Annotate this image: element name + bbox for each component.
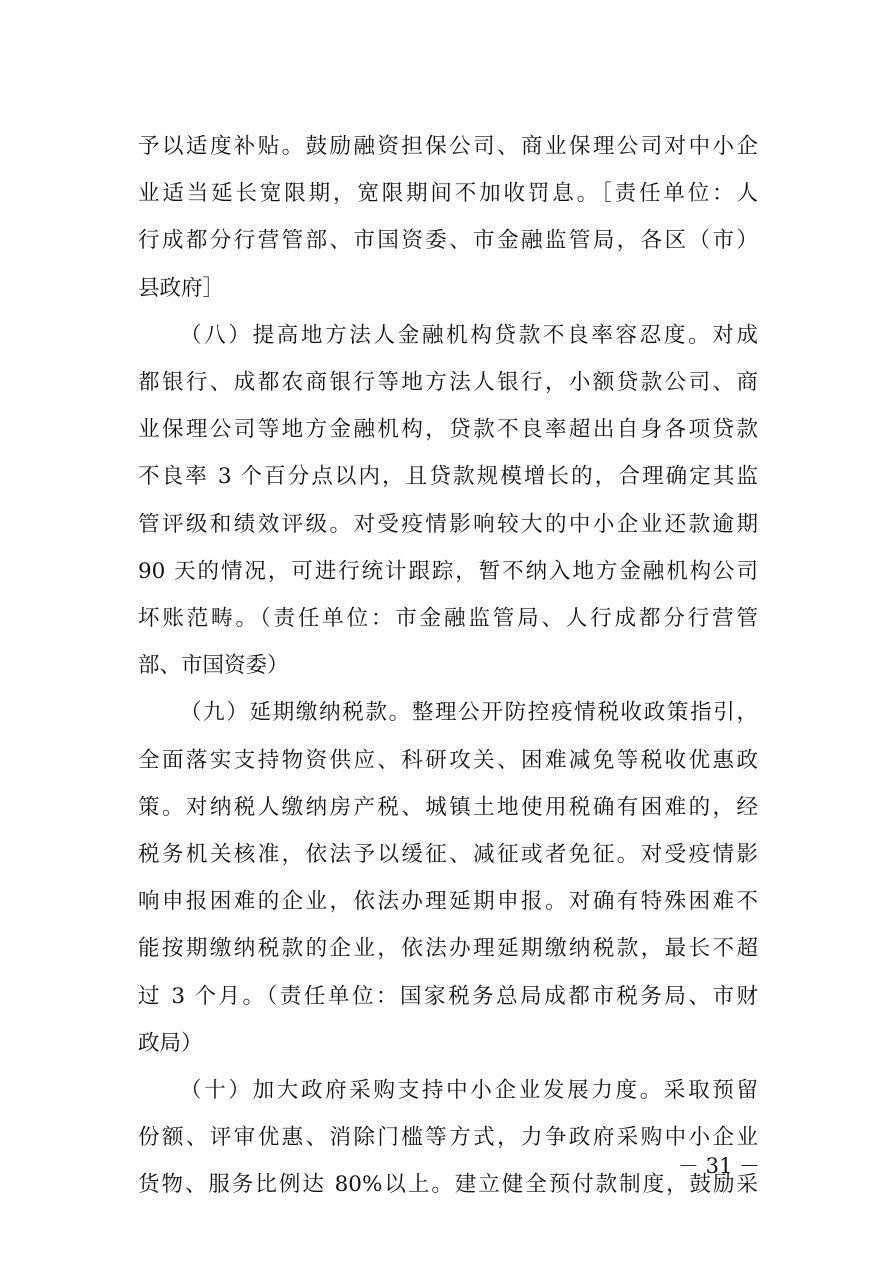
text-line-11: 坏账范畴。（责任单位：市金融监管局、人行成都分行营管 [138,606,758,631]
text-line-9: 管评级和绩效评级。对受疫情影响较大的中小企业还款逾期 [138,511,758,537]
text-line-8: 不良率 3 个百分点以内，且贷款规模增长的，合理确定其监 [138,464,758,490]
text-line-5: （八）提高地方法人金融机构贷款不良率容忍度。对成 [180,322,758,348]
text-line-23: 货物、服务比例达 80%以上。建立健全预付款制度，鼓励采 [138,1172,758,1198]
text-line-7: 业保理公司等地方金融机构，贷款不良率超出自身各项贷款 [138,417,758,443]
text-line-14: 全面落实支持物资供应、科研攻关、困难减免等税收优惠政 [138,747,758,773]
text-line-20: 政局） [138,1030,203,1056]
text-line-1: 予以适度补贴。鼓励融资担保公司、商业保理公司对中小企 [138,134,758,159]
text-line-2: 业适当延长宽限期，宽限期间不加收罚息。［责任单位：人 [138,181,758,207]
text-line-17: 响申报困难的企业，依法办理延期申报。对确有特殊困难不 [138,889,758,915]
text-line-13: （九）延期缴纳税款。整理公开防控疫情税收政策指引， [180,700,758,726]
text-line-4: 县政府］ [138,275,225,301]
text-line-10: 90 天的情况，可进行统计跟踪，暂不纳入地方金融机构公司 [138,558,758,584]
text-line-12: 部、市国资委） [138,653,289,679]
text-line-16: 税务机关核准，依法予以缓征、减征或者免征。对受疫情影 [138,842,758,867]
text-line-18: 能按期缴纳税款的企业，依法办理延期缴纳税款，最长不超 [138,936,758,962]
text-line-21: （十）加大政府采购支持中小企业发展力度。采取预留 [180,1078,758,1103]
page-number: － 31 － [677,1154,760,1178]
text-line-3: 行成都分行营管部、市国资委、市金融监管局，各区（市） [138,228,758,254]
text-line-22: 份额、评审优惠、消除门槛等方式，力争政府采购中小企业 [138,1125,758,1151]
text-line-15: 策。对纳税人缴纳房产税、城镇土地使用税确有困难的，经 [138,794,758,820]
text-line-6: 都银行、成都农商银行等地方法人银行，小额贷款公司、商 [138,370,758,395]
text-line-19: 过 3 个月。（责任单位：国家税务总局成都市税务局、市财 [138,983,758,1009]
